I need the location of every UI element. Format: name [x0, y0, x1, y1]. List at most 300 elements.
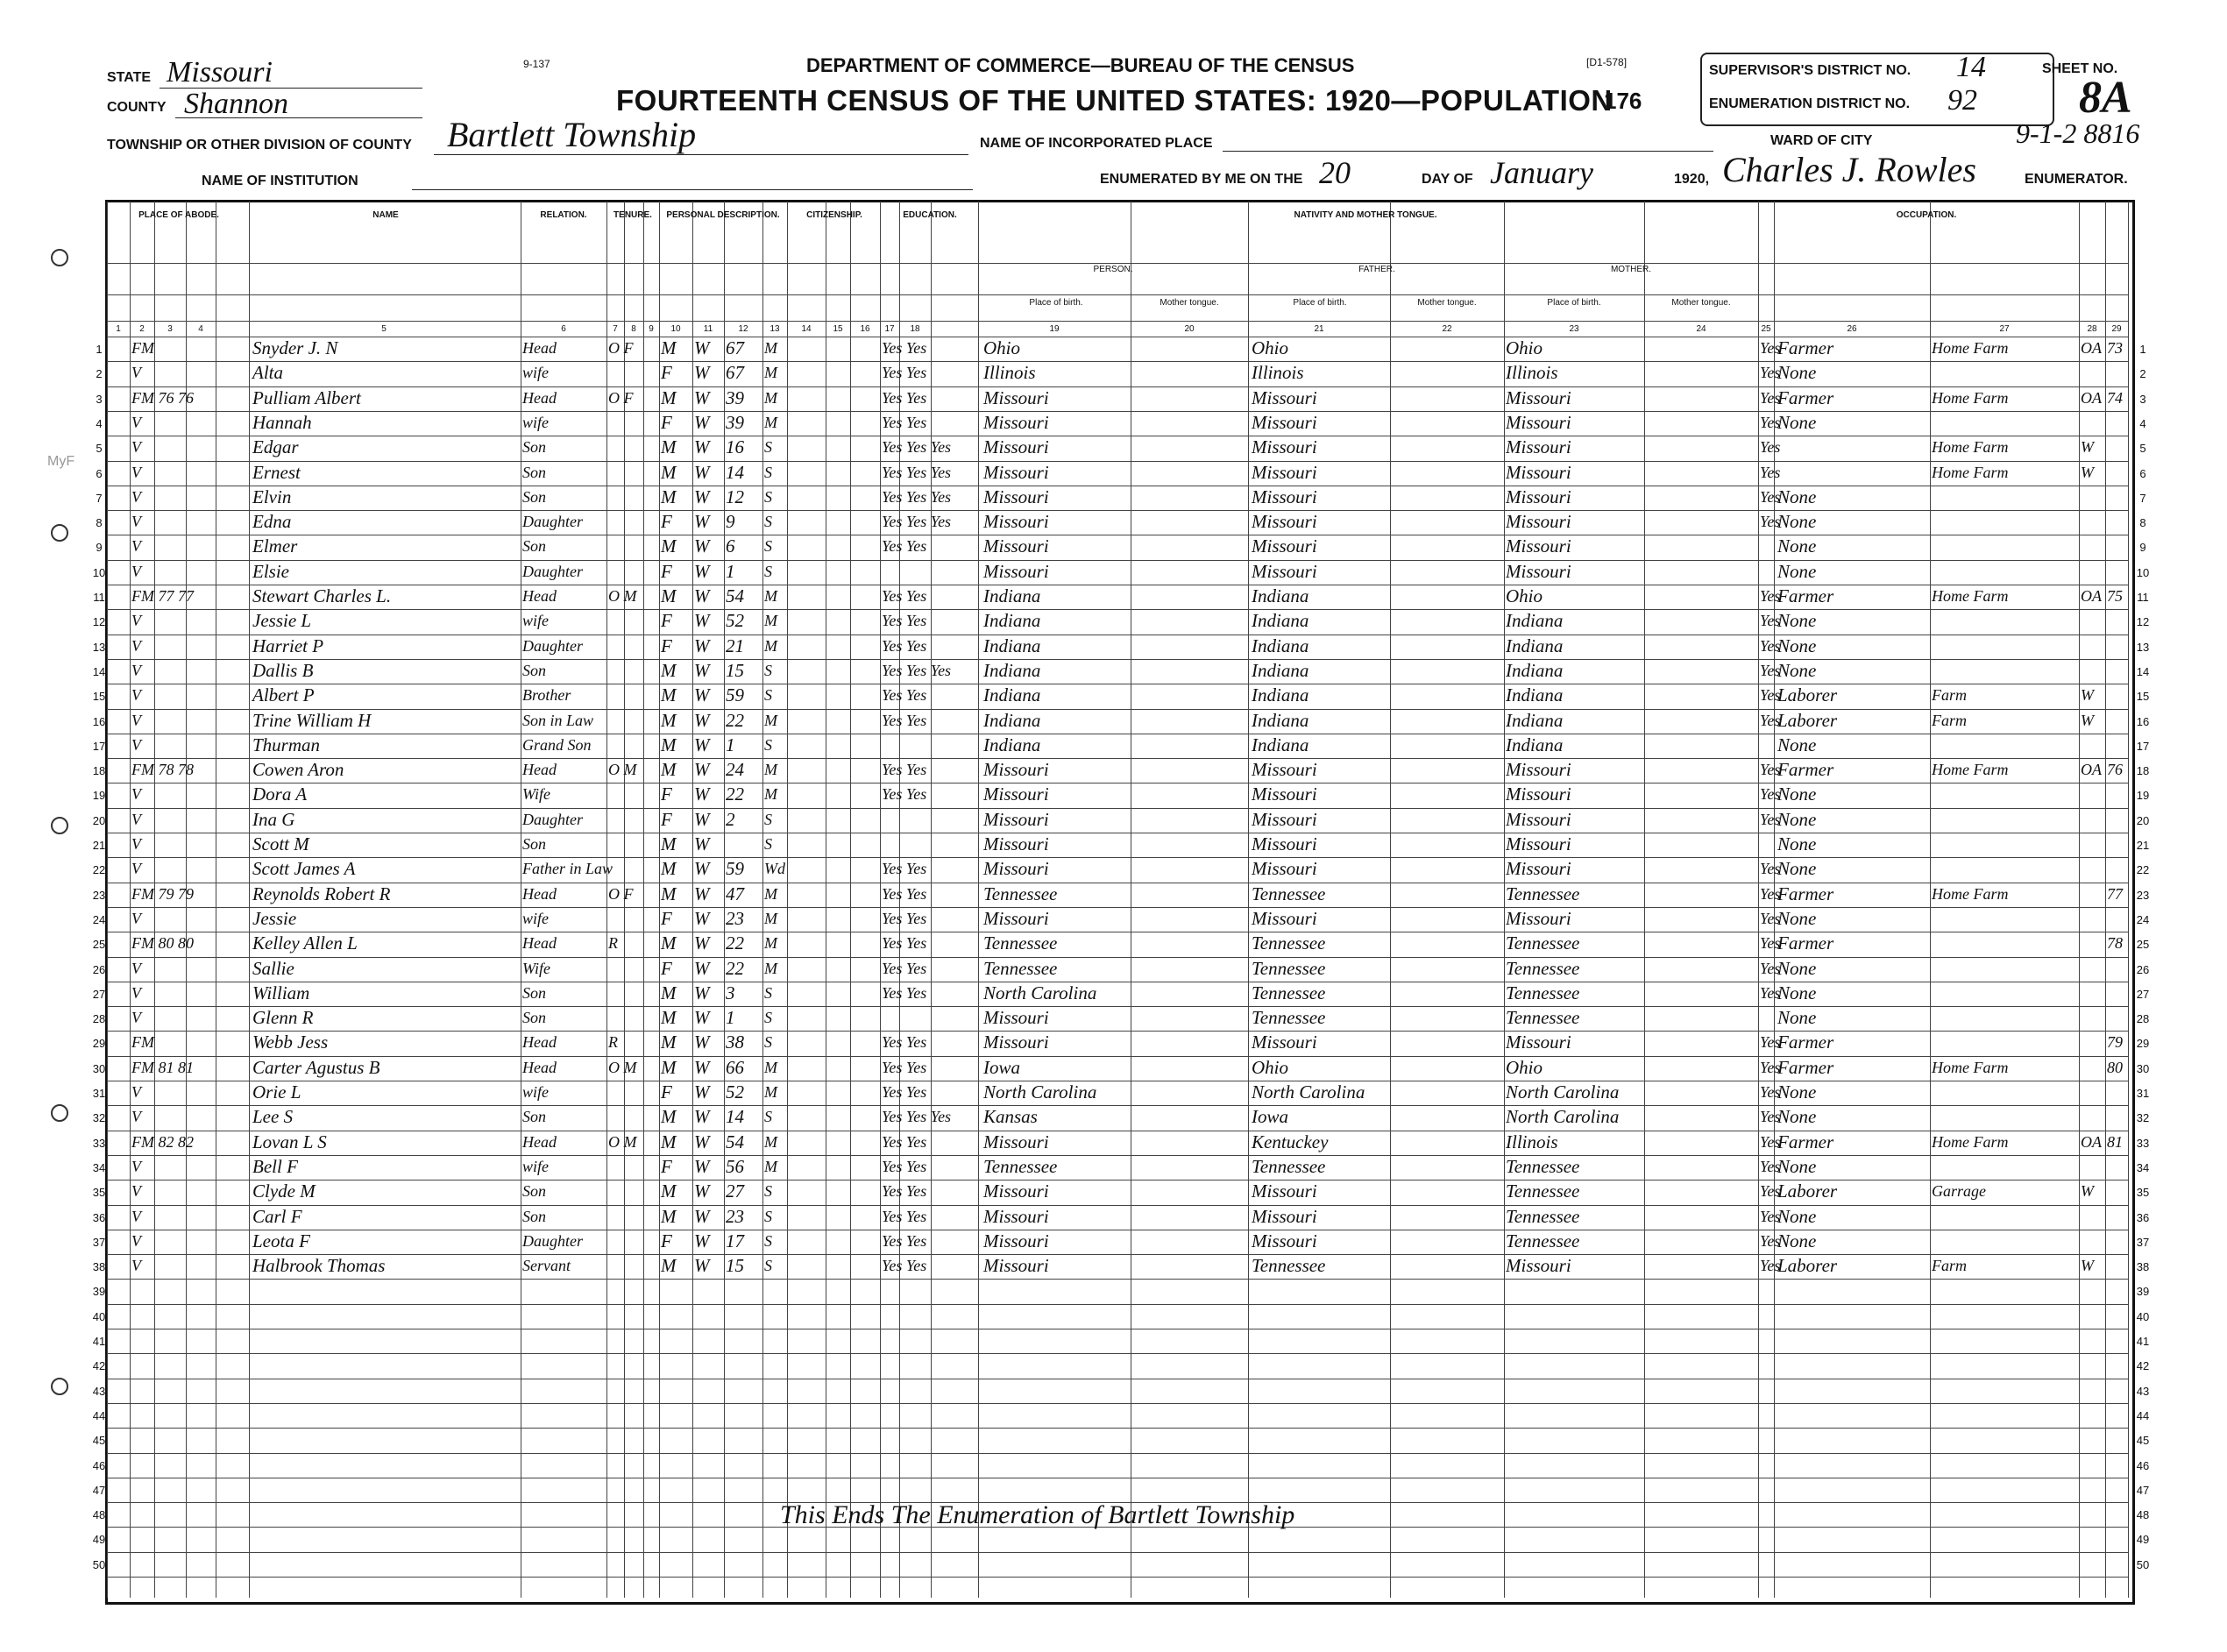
enumerator-signature: Charles J. Rowles — [1722, 150, 1976, 189]
occupation-cell: None — [1777, 411, 1817, 433]
birthplace-cell: Tennessee — [983, 932, 1058, 954]
column-number: 18 — [910, 324, 920, 334]
row-number-left: 37 — [92, 1235, 106, 1249]
education-cell: Yes Yes Yes — [882, 513, 952, 531]
marital-cell: M — [764, 1058, 777, 1076]
english-cell: Yes — [1760, 785, 1781, 804]
marital-cell: M — [764, 339, 777, 357]
punch-hole — [51, 524, 68, 542]
mother-birthplace-cell: North Carolina — [1506, 1106, 1620, 1128]
relation-cell: Son — [522, 1182, 546, 1201]
race-cell: W — [694, 883, 710, 904]
sex-cell: F — [661, 1155, 672, 1177]
row-number-right: 14 — [2136, 664, 2150, 678]
english-cell: Yes — [1760, 364, 1781, 382]
english-cell: Yes — [1760, 983, 1781, 1002]
marital-cell: S — [764, 1257, 772, 1275]
row-rule — [107, 1577, 2128, 1578]
township-label: TOWNSHIP OR OTHER DIVISION OF COUNTY — [107, 138, 412, 152]
father-birthplace-cell: Illinois — [1252, 362, 1304, 384]
row-number-right: 24 — [2136, 912, 2150, 926]
row-rule — [107, 1403, 2128, 1404]
age-cell: 23 — [726, 907, 744, 929]
row-number-left: 44 — [92, 1408, 106, 1422]
occupation-cell: Farmer — [1777, 337, 1834, 358]
name-cell: Reynolds Robert R — [252, 883, 391, 904]
relation-cell: Father in Law — [522, 860, 613, 878]
occupation-cell: Laborer — [1777, 684, 1838, 706]
farm-schedule-cell: 75 — [2107, 587, 2123, 605]
mother-birthplace-cell: Tennessee — [1506, 1181, 1580, 1202]
row-number-right: 44 — [2136, 1408, 2150, 1422]
birthplace-cell: Indiana — [983, 709, 1041, 731]
name-cell: Hannah — [252, 411, 312, 433]
column-number: 28 — [2087, 324, 2097, 334]
age-cell: 12 — [726, 486, 744, 507]
race-cell: W — [694, 1032, 710, 1053]
row-number-left: 35 — [92, 1186, 106, 1200]
education-cell: Yes Yes — [882, 537, 927, 556]
relation-cell: Daughter — [522, 1231, 583, 1250]
race-cell: W — [694, 1255, 710, 1277]
age-cell: 52 — [726, 610, 744, 632]
occupation-cell: Farmer — [1777, 585, 1834, 606]
department-heading: DEPARTMENT OF COMMERCE—BUREAU OF THE CENSUS — [806, 54, 1355, 76]
sex-cell: M — [661, 461, 677, 483]
birthplace-cell: Indiana — [983, 684, 1041, 706]
mother-birthplace-cell: Missouri — [1506, 808, 1571, 830]
mother-birthplace-cell: North Carolina — [1506, 1081, 1620, 1103]
english-cell: Yes — [1760, 711, 1781, 729]
tenure-cell: O M — [608, 1132, 637, 1151]
column-number: 2 — [139, 324, 145, 334]
age-cell: 16 — [726, 436, 744, 458]
education-cell: Yes Yes — [882, 1257, 927, 1275]
row-rule — [107, 1453, 2128, 1454]
relation-cell: Son — [522, 661, 546, 679]
township-line — [434, 154, 968, 155]
row-number-left: 32 — [92, 1111, 106, 1125]
sex-cell: M — [661, 1106, 677, 1128]
mother-birthplace-cell: Indiana — [1506, 709, 1564, 731]
mother-birthplace-cell: Tennessee — [1506, 1230, 1580, 1251]
race-cell: W — [694, 511, 710, 533]
marital-cell: M — [764, 1132, 777, 1151]
race-cell: W — [694, 1181, 710, 1202]
row-number-right: 22 — [2136, 863, 2150, 877]
farm-schedule-cell: 80 — [2107, 1058, 2123, 1076]
relation-cell: Son — [522, 983, 546, 1002]
birthplace-cell: Missouri — [983, 858, 1049, 880]
group-citizenship: CITIZENSHIP. — [806, 210, 862, 220]
education-cell: Yes Yes Yes — [882, 661, 952, 679]
age-cell: 52 — [726, 1081, 744, 1103]
sex-cell: M — [661, 1255, 677, 1277]
father-birthplace-cell: Missouri — [1252, 858, 1317, 880]
row-number-right: 34 — [2136, 1160, 2150, 1174]
father-birthplace-cell: Missouri — [1252, 1181, 1317, 1202]
mother-label: MOTHER. — [1610, 265, 1652, 274]
education-cell: Yes Yes — [882, 860, 927, 878]
age-cell: 59 — [726, 858, 744, 880]
abode-cell: V — [131, 909, 141, 927]
column-number: 22 — [1442, 324, 1452, 334]
birthplace-cell: Indiana — [983, 659, 1041, 681]
group-abode: PLACE OF ABODE. — [138, 210, 219, 220]
county-value: Shannon — [184, 88, 288, 120]
name-cell: Pulliam Albert — [252, 386, 361, 408]
farm-schedule-cell: 74 — [2107, 388, 2123, 407]
english-cell: Yes — [1760, 661, 1781, 679]
farm-schedule-cell: 73 — [2107, 339, 2123, 357]
relation-cell: Daughter — [522, 513, 583, 531]
township-value: Bartlett Township — [447, 115, 697, 154]
occupation-cell: None — [1777, 1007, 1817, 1029]
row-number-left: 12 — [92, 615, 106, 629]
occupation-cell: None — [1777, 957, 1817, 979]
age-cell: 1 — [726, 1007, 735, 1029]
abode-cell: V — [131, 983, 141, 1002]
mother-birthplace-cell: Tennessee — [1506, 982, 1580, 1003]
education-cell: Yes Yes — [882, 1132, 927, 1151]
age-cell: 15 — [726, 659, 744, 681]
row-number-left: 43 — [92, 1384, 106, 1398]
sex-cell: M — [661, 659, 677, 681]
birthplace-cell: Indiana — [983, 635, 1041, 656]
row-number-right: 49 — [2136, 1533, 2150, 1547]
abode-cell: V — [131, 364, 141, 382]
row-number-right: 47 — [2136, 1483, 2150, 1497]
row-number-right: 13 — [2136, 640, 2150, 654]
abode-cell: V — [131, 1157, 141, 1175]
name-cell: Carl F — [252, 1205, 302, 1227]
occupation-cell: None — [1777, 1155, 1817, 1177]
sex-cell: M — [661, 535, 677, 557]
industry-cell: Home Farm — [1932, 438, 2009, 457]
tenure-cell: R — [608, 934, 618, 953]
abode-cell: V — [131, 413, 141, 431]
marital-cell: S — [764, 1108, 772, 1126]
english-cell: Yes — [1760, 487, 1781, 506]
row-number-right: 36 — [2136, 1210, 2150, 1224]
page-title: FOURTEENTH CENSUS OF THE UNITED STATES: 1920—POPULATION — [616, 84, 1613, 117]
row-number-left: 33 — [92, 1136, 106, 1150]
watermark: MyF — [47, 454, 75, 469]
marital-cell: M — [764, 884, 777, 903]
mother-birthplace-cell: Missouri — [1506, 560, 1571, 582]
mother-birthplace-cell: Ohio — [1506, 1056, 1543, 1078]
marital-cell: S — [764, 810, 772, 828]
row-number-right: 16 — [2136, 714, 2150, 728]
row-number-left: 28 — [92, 1012, 106, 1026]
group-relation: RELATION. — [540, 210, 587, 220]
education-cell: Yes Yes — [882, 339, 927, 357]
occupation-cell: Laborer — [1777, 709, 1838, 731]
father-birthplace-cell: Missouri — [1252, 759, 1317, 781]
column-number: 20 — [1184, 324, 1195, 334]
punch-hole — [51, 1104, 68, 1122]
tenure-cell: O F — [608, 884, 634, 903]
relation-cell: wife — [522, 364, 549, 382]
punch-hole — [51, 817, 68, 834]
column-number: 6 — [561, 324, 566, 334]
abode-cell: FM — [131, 1033, 154, 1052]
abode-cell: V — [131, 612, 141, 630]
abode-cell: V — [131, 487, 141, 506]
mother-birthplace-cell: Indiana — [1506, 684, 1564, 706]
column-number: 1 — [116, 324, 121, 334]
english-cell: Yes — [1760, 1132, 1781, 1151]
english-cell: Yes — [1760, 810, 1781, 828]
county-line — [175, 117, 422, 118]
row-number-right: 3 — [2139, 392, 2146, 406]
marital-cell: M — [764, 388, 777, 407]
tenure-cell: O F — [608, 339, 634, 357]
race-cell: W — [694, 610, 710, 632]
race-cell: W — [694, 585, 710, 606]
row-number-right: 4 — [2139, 416, 2146, 430]
marital-cell: S — [764, 537, 772, 556]
education-cell: Yes Yes — [882, 413, 927, 431]
mother-birthplace-cell: Tennessee — [1506, 1205, 1580, 1227]
sex-cell: M — [661, 337, 677, 358]
relation-cell: Son — [522, 537, 546, 556]
row-number-left: 7 — [96, 491, 103, 505]
name-cell: Webb Jess — [252, 1032, 329, 1053]
row-number-right: 7 — [2139, 491, 2146, 505]
relation-cell: Head — [522, 761, 557, 779]
english-cell: Yes — [1760, 761, 1781, 779]
father-birthplace-cell: Missouri — [1252, 907, 1317, 929]
farm-schedule-cell: 81 — [2107, 1132, 2123, 1151]
name-cell: Sallie — [252, 957, 294, 979]
occupation-cell: Farmer — [1777, 932, 1834, 954]
sex-cell: M — [661, 1032, 677, 1053]
mother-birthplace-cell: Tennessee — [1506, 957, 1580, 979]
incorporated-line — [1223, 151, 1713, 152]
column-number: 4 — [198, 324, 203, 334]
age-cell: 54 — [726, 1131, 744, 1152]
relation-cell: Head — [522, 1132, 557, 1151]
name-cell: Kelley Allen L — [252, 932, 358, 954]
row-number-left: 45 — [92, 1434, 106, 1448]
sex-cell: M — [661, 883, 677, 904]
occupation-cell: None — [1777, 560, 1817, 582]
column-number: 23 — [1569, 324, 1579, 334]
relation-cell: Wife — [522, 785, 550, 804]
marital-cell: S — [764, 463, 772, 481]
column-number: 25 — [1761, 324, 1771, 334]
enumerated-label: ENUMERATED BY ME ON THE — [1100, 172, 1303, 187]
row-rule — [107, 1304, 2128, 1305]
father-birthplace-cell: Indiana — [1252, 610, 1309, 632]
marital-cell: S — [764, 1231, 772, 1250]
marital-cell: M — [764, 934, 777, 953]
row-number-right: 46 — [2136, 1458, 2150, 1472]
education-cell: Yes Yes — [882, 1033, 927, 1052]
column-number: 11 — [703, 324, 713, 334]
row-number-right: 25 — [2136, 938, 2150, 952]
group-education: EDUCATION. — [903, 210, 957, 220]
age-cell: 14 — [726, 461, 744, 483]
name-cell: Scott M — [252, 833, 309, 854]
row-number-left: 10 — [92, 565, 106, 579]
relation-cell: Son — [522, 1009, 546, 1027]
sex-cell: M — [661, 436, 677, 458]
name-cell: Scott James A — [252, 858, 356, 880]
father-birthplace-cell: Missouri — [1252, 808, 1317, 830]
race-cell: W — [694, 411, 710, 433]
relation-cell: wife — [522, 612, 549, 630]
relation-cell: Servant — [522, 1257, 571, 1275]
name-cell: Elsie — [252, 560, 289, 582]
row-number-right: 8 — [2139, 516, 2146, 530]
sex-cell: M — [661, 833, 677, 854]
name-cell: Elmer — [252, 535, 298, 557]
name-cell: Stewart Charles L. — [252, 585, 392, 606]
punch-hole — [51, 249, 68, 266]
abode-cell: FM 79 79 — [131, 884, 194, 903]
race-cell: W — [694, 957, 710, 979]
marital-cell: M — [764, 711, 777, 729]
mother-birthplace-cell: Missouri — [1506, 461, 1571, 483]
row-number-left: 3 — [96, 392, 103, 406]
row-number-left: 14 — [92, 664, 106, 678]
age-cell: 54 — [726, 585, 744, 606]
occupation-cell: None — [1777, 808, 1817, 830]
row-number-right: 15 — [2136, 690, 2150, 704]
occupation-cell: None — [1777, 1230, 1817, 1251]
mother-birthplace-cell: Missouri — [1506, 759, 1571, 781]
institution-line — [412, 189, 973, 190]
marital-cell: S — [764, 735, 772, 754]
father-birthplace-cell: Kentuckey — [1252, 1131, 1329, 1152]
race-cell: W — [694, 436, 710, 458]
row-number-left: 47 — [92, 1483, 106, 1497]
industry-cell: Home Farm — [1932, 463, 2009, 481]
column-number: 26 — [1847, 324, 1857, 334]
class-cell: OA — [2081, 587, 2102, 605]
name-cell: Albert P — [252, 684, 315, 706]
marital-cell: M — [764, 636, 777, 655]
class-cell: OA — [2081, 1132, 2102, 1151]
abode-cell: FM 80 80 — [131, 934, 194, 953]
row-number-right: 39 — [2136, 1285, 2150, 1299]
sex-cell: M — [661, 684, 677, 706]
industry-cell: Farm — [1932, 1257, 1967, 1275]
marital-cell: S — [764, 686, 772, 705]
column-number: 16 — [860, 324, 870, 334]
industry-cell: Garrage — [1932, 1182, 1986, 1201]
occupation-cell: None — [1777, 1106, 1817, 1128]
row-number-left: 13 — [92, 640, 106, 654]
sex-cell: F — [661, 560, 672, 582]
sex-cell: M — [661, 759, 677, 781]
row-number-right: 50 — [2136, 1557, 2150, 1571]
mother-birthplace-cell: Missouri — [1506, 1255, 1571, 1277]
birthplace-cell: Missouri — [983, 436, 1049, 458]
birthplace-cell: Indiana — [983, 610, 1041, 632]
row-number-right: 45 — [2136, 1434, 2150, 1448]
mother-birthplace-cell: Ohio — [1506, 585, 1543, 606]
abode-cell: V — [131, 661, 141, 679]
row-rule — [107, 1552, 2128, 1553]
father-birthplace-cell: Tennessee — [1252, 982, 1326, 1003]
stamp-number: 176 — [1604, 88, 1642, 114]
header-rule — [107, 263, 2128, 264]
marital-cell: S — [764, 1207, 772, 1225]
name-cell: Alta — [252, 362, 283, 384]
tenure-cell: O M — [608, 587, 637, 605]
english-cell: Yes — [1760, 909, 1781, 927]
group-name: NAME — [372, 210, 399, 220]
english-cell: Yes — [1760, 388, 1781, 407]
occupation-cell: Laborer — [1777, 1255, 1838, 1277]
relation-cell: Head — [522, 1058, 557, 1076]
father-birthplace-cell: Missouri — [1252, 1205, 1317, 1227]
birthplace-cell: Missouri — [983, 759, 1049, 781]
row-number-right: 21 — [2136, 839, 2150, 852]
mother-birthplace-cell: Missouri — [1506, 386, 1571, 408]
column-number: 5 — [381, 324, 387, 334]
relation-cell: Daughter — [522, 810, 583, 828]
class-cell: W — [2081, 1257, 2094, 1275]
english-cell: Yes — [1760, 1257, 1781, 1275]
row-number-left: 36 — [92, 1210, 106, 1224]
abode-cell: V — [131, 711, 141, 729]
incorporated-label: NAME OF INCORPORATED PLACE — [980, 136, 1213, 151]
father-birthplace-cell: Indiana — [1252, 684, 1309, 706]
relation-cell: Son — [522, 463, 546, 481]
row-number-left: 1 — [96, 343, 103, 356]
class-cell: W — [2081, 463, 2094, 481]
sex-cell: F — [661, 411, 672, 433]
birthplace-cell: Tennessee — [983, 957, 1058, 979]
occupation-cell: None — [1777, 635, 1817, 656]
enum-district-value: 92 — [1947, 84, 1977, 117]
row-number-left: 23 — [92, 888, 106, 902]
row-number-right: 33 — [2136, 1136, 2150, 1150]
mother-birthplace-cell: Tennessee — [1506, 883, 1580, 904]
sex-cell: F — [661, 610, 672, 632]
abode-cell: V — [131, 735, 141, 754]
column-number: 14 — [801, 324, 812, 334]
state-label: STATE — [107, 70, 152, 85]
english-cell: Yes — [1760, 513, 1781, 531]
abode-cell: V — [131, 513, 141, 531]
mother-birthplace-cell: Indiana — [1506, 635, 1564, 656]
name-cell: Snyder J. N — [252, 337, 338, 358]
state-value: Missouri — [167, 56, 273, 89]
father-birthplace-cell: Missouri — [1252, 511, 1317, 533]
row-number-right: 9 — [2139, 541, 2146, 555]
row-rule — [107, 1353, 2128, 1354]
supervisor-label: SUPERVISOR'S DISTRICT NO. — [1709, 63, 1911, 78]
education-cell: Yes Yes — [882, 1231, 927, 1250]
education-cell: Yes Yes — [882, 934, 927, 953]
name-cell: Thurman — [252, 734, 321, 755]
english-cell: Yes — [1760, 860, 1781, 878]
farm-schedule-cell: 79 — [2107, 1033, 2123, 1052]
age-cell: 23 — [726, 1205, 744, 1227]
industry-cell: Farm — [1932, 686, 1967, 705]
name-cell: Jessie — [252, 907, 297, 929]
occupation-cell: Farmer — [1777, 1032, 1834, 1053]
age-cell: 15 — [726, 1255, 744, 1277]
occupation-cell: None — [1777, 907, 1817, 929]
farm-schedule-cell: 77 — [2107, 884, 2123, 903]
age-cell: 47 — [726, 883, 744, 904]
